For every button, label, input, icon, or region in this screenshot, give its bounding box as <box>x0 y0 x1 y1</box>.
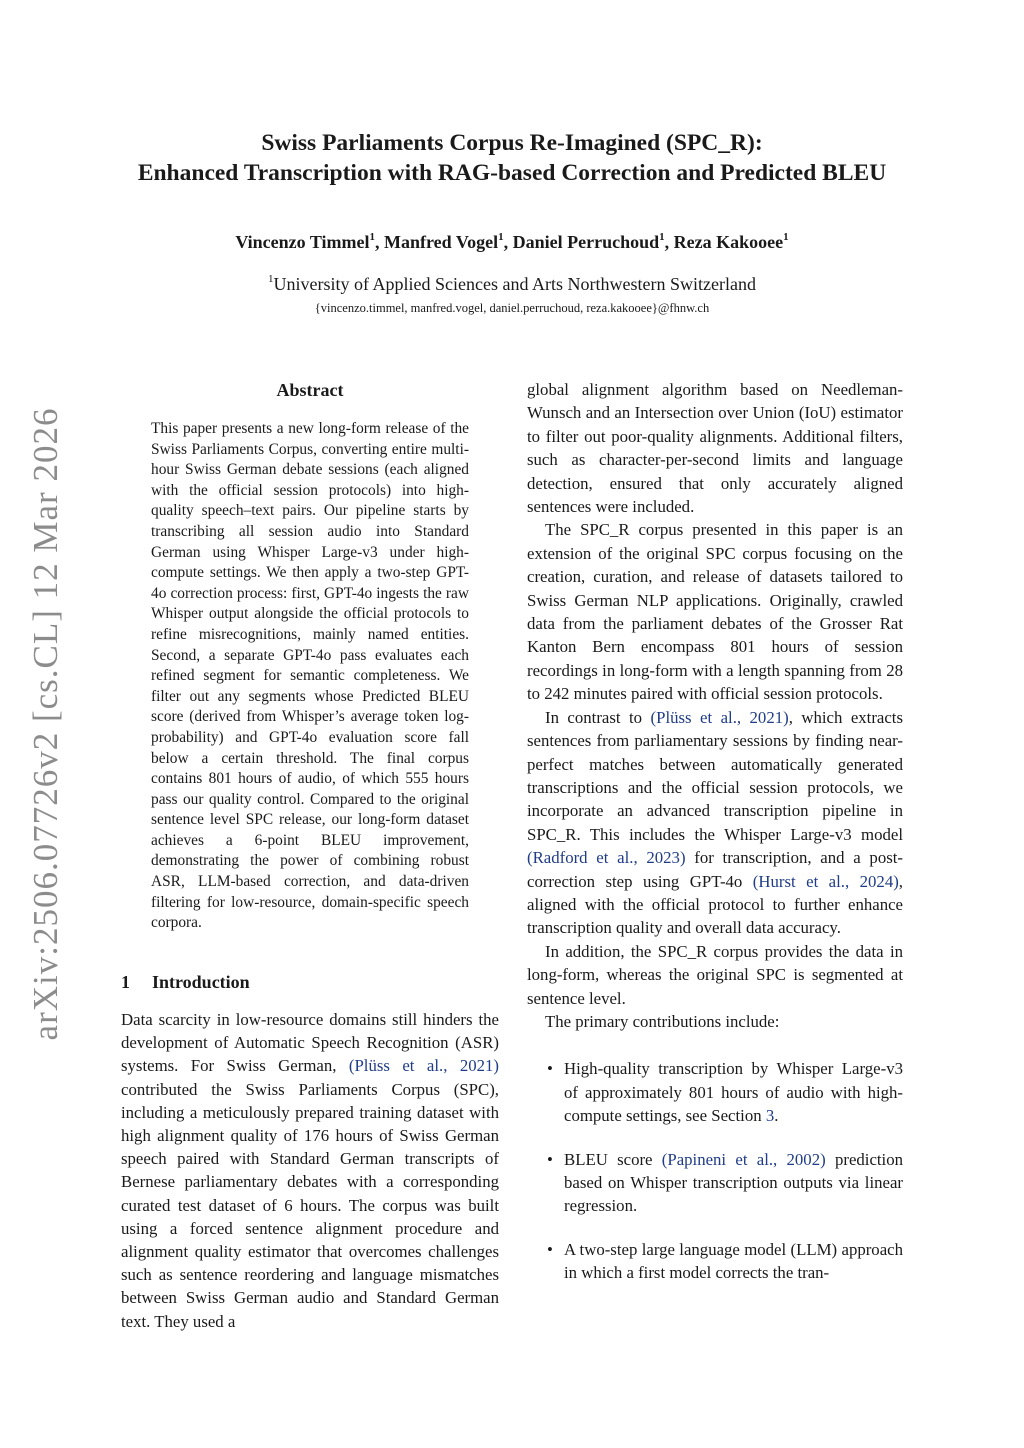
author-affiliation-mark: 1 <box>659 231 665 243</box>
bullet-icon: • <box>547 1149 553 1169</box>
arxiv-identifier[interactable]: arXiv:2506.07726v2 [cs.CL] 12 Mar 2026 <box>26 407 65 1041</box>
list-item: • BLEU score (Papineni et al., 2002) prediction based on Whisper transcription outputs via linear regression. <box>547 1149 903 1216</box>
abstract-section <box>151 378 469 934</box>
list-item: • A two-step large language model (LLM) approach in which a first model corrects the tran- <box>547 1239 903 1283</box>
affiliation-mark: 1 <box>268 273 274 285</box>
section-reference-link[interactable]: 3 <box>765 1106 775 1126</box>
author-name: Manfred Vogel <box>384 232 499 252</box>
list-item: • High-quality transcription by Whisper Large-v3 of approximately 801 hours of audio with high-compute settings, see Section 3. <box>547 1059 903 1126</box>
bullet-icon: • <box>547 1059 553 1079</box>
abstract-heading: Abstract <box>276 380 344 400</box>
section-number: 1 <box>121 972 130 992</box>
section-heading-introduction <box>121 970 499 994</box>
citation-link[interactable]: (Plüss et al., 2021) <box>650 707 789 727</box>
affiliation <box>80 272 944 296</box>
author-affiliation-mark: 1 <box>783 231 789 243</box>
paragraph: In addition, the SPC_R corpus provides the data in long-form, whereas the original SPC is segmented at sentence level. <box>527 941 903 1008</box>
author <box>674 232 789 252</box>
citation-link[interactable]: (Plüss et al., 2021) <box>348 1056 499 1076</box>
author: Daniel Perruchoud$^1$, <box>512 231 674 252</box>
right-column <box>527 378 903 1305</box>
paper-title-line-2: Enhanced Transcription with RAG-based Correction and Predicted BLEU <box>137 160 887 186</box>
author-affiliation-mark: 1 <box>369 231 375 243</box>
title-block <box>80 128 944 316</box>
intro-paragraph: Data scarcity in low-resource domains still hinders the development of Automatic Speech Recognition (ASR) systems. For Swiss German, (Plüss et al., 2021) contributed the Swiss Parliaments Corpus (SPC), including a meticulously prepared training dataset with high alignment quality of 176 hours of Swiss German speech paired with Standard German transcripts of Bernese parliamentary debates with a corresponding curated test dataset of 6 hours. The corpus was built using a forced sentence alignment procedure and alignment quality estimator that overcomes challenges such as sentence reordering and language mismatches between Swiss German audio and Standard German text. They used a <box>121 1010 499 1331</box>
author-name: Daniel Perruchoud <box>512 232 660 252</box>
introduction-section <box>121 970 499 1333</box>
author: Manfred Vogel$^1$, <box>384 231 513 252</box>
affiliation-text: University of Applied Sciences and Arts Northwestern Switzerland <box>273 274 756 294</box>
contributions-list <box>527 1057 903 1284</box>
paragraph: The SPC_R corpus presented in this paper is an extension of the original SPC corpus focusing on the creation, curation, and release of datasets tailored to Swiss German NLP applications. Originally, crawled data from the parliament debates of the Grosser Rat Kanton Bern encompass 801 hours of session recordings in long-form with a length spanning from 28 to 242 minutes paired with official session protocols. <box>527 520 903 704</box>
citation-link[interactable]: (Papineni et al., 2002) <box>661 1149 826 1169</box>
citation-link[interactable]: (Hurst et al., 2024) <box>752 871 899 891</box>
paragraph: The primary contributions include: <box>545 1011 780 1031</box>
paragraph: global alignment algorithm based on Needleman-Wunsch and an Intersection over Union (IoU) estimator to filter out poor-quality alignments. Additional filters, such as character-per-second limits and language detection, ensured that only accurately aligned sentences were included. <box>527 380 903 517</box>
paper-title-line-1: Swiss Parliaments Corpus Re-Imagined (SPC_R): <box>261 130 763 156</box>
abstract-text: This paper presents a new long-form release of the Swiss Parliaments Corpus, converting entire multi-hour Swiss German debate sessions (each aligned with the official session protocols) into high-quality speech–text pairs. Our pipeline starts by transcribing all session audio into Standard German using Whisper Large-v3 under high-compute settings. We then apply a two-step GPT-4o correction process: first, GPT-4o ingests the raw Whisper output alongside the official protocols to refine misrecognitions, mainly named entities. Second, a separate GPT-4o pass evaluates each refined segment for semantic completeness. We filter out any segments whose Predicted BLEU score (derived from Whisper’s average token log-probability) and GPT-4o evaluation score fall below a certain threshold. The final corpus contains 801 hours of audio, of which 555 hours pass our quality control. Compared to the original sentence level SPC release, our long-form dataset achieves a 6-point BLEU improvement, demonstrating the power of combining robust ASR, LLM-based correction, and data-driven filtering for low-resource, domain-specific speech corpora. <box>151 420 469 932</box>
paragraph: In contrast to (Plüss et al., 2021), which extracts sentences from parliamentary sessions by finding near-perfect matches between automatically generated transcriptions and the official session protocols, we incorporate an advanced transcription pipeline in SPC_R. This includes the Whisper Large-v3 model (Radford et al., 2023) for transcription, and a post-correction step using GPT-4o (Hurst et al., 2024), aligned with the official protocol to further enhance transcription quality and overall data accuracy. <box>527 707 903 938</box>
author-list <box>80 230 944 254</box>
author-name: Reza Kakooee <box>673 232 784 252</box>
author-emails: {vincenzo.timmel, manfred.vogel, daniel.perruchoud, reza.kakooee}@fhnw.ch <box>314 301 710 315</box>
author-affiliation-mark: 1 <box>498 231 504 243</box>
section-title: Introduction <box>152 972 250 992</box>
citation-link[interactable]: (Radford et al., 2023) <box>527 848 686 868</box>
bullet-icon: • <box>547 1239 553 1259</box>
author: Vincenzo Timmel$^1$, <box>235 231 384 252</box>
author-name: Vincenzo Timmel <box>235 232 370 252</box>
